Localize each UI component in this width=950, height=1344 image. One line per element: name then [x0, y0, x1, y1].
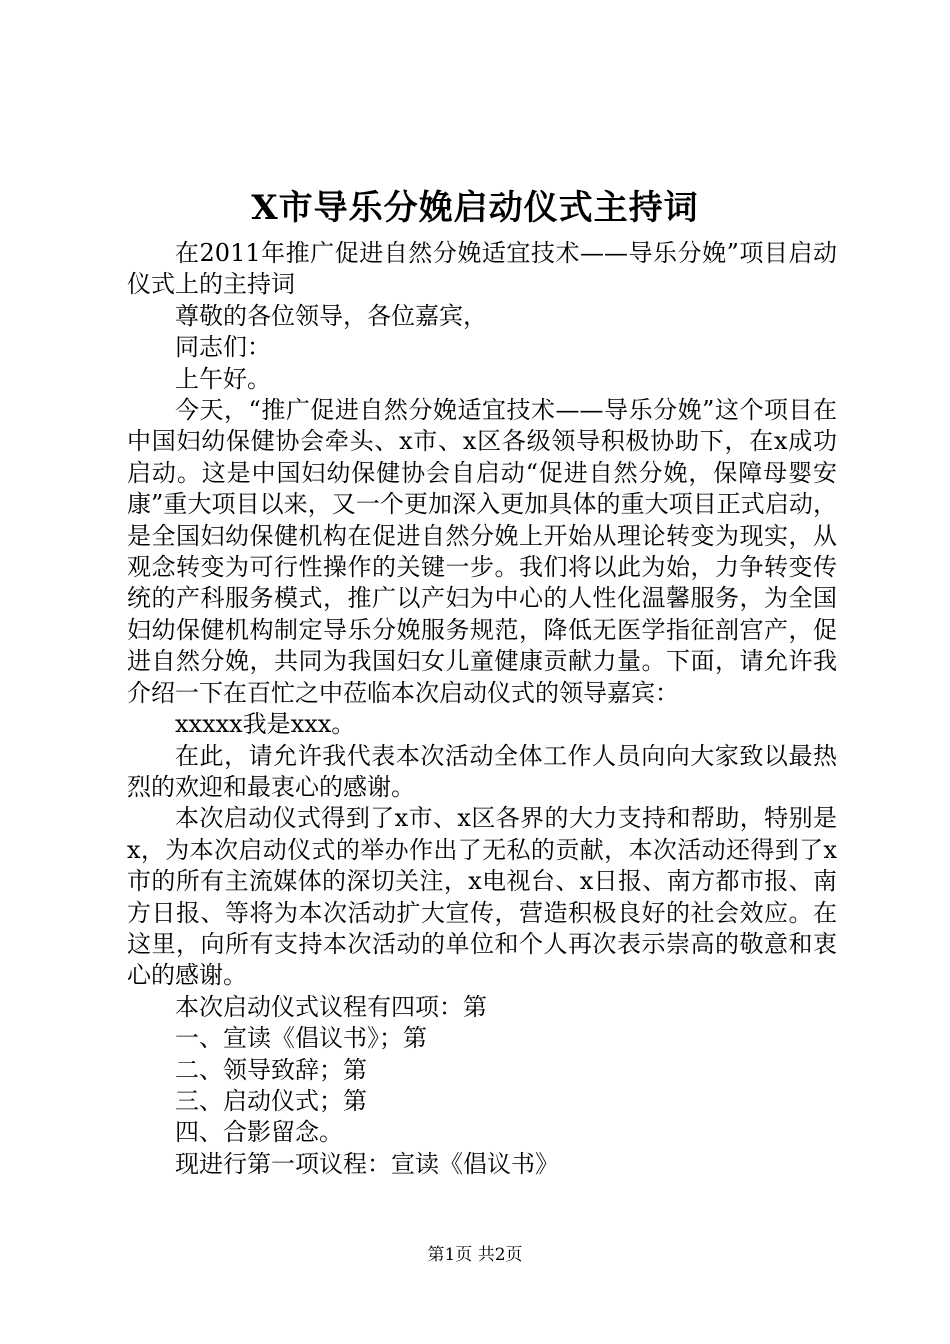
- agenda-item-1: 一、宣读《倡议书》；第: [175, 1024, 427, 1053]
- paragraph-subtitle: 在2011年推广促进自然分娩适宜技术——导乐分娩”项目启动仪式上的主持词: [127, 239, 837, 299]
- agenda-item-4: 四、合影留念。: [175, 1118, 343, 1147]
- agenda-item-3: 三、启动仪式；第: [175, 1086, 367, 1115]
- document-title: X市导乐分娩启动仪式主持词: [251, 188, 699, 228]
- paragraph-introduction: 今天，“推广促进自然分娩适宜技术——导乐分娩”这个项目在中国妇幼保健协会牵头、x市、x区各级领导积极协助下，在x成功启动。这是中国妇幼保健协会自启动“促进自然分娩，保障母婴安康”重大项目以来，又一个更加深入更加具体的重大项目正式启动，是全国妇幼保健机构在促进自然分娩上开始从理论转变为现实，从观念转变为可行性操作的关键一步。我们将以此为始，力争转变传统的产科服务模式，推广以产妇为中心的人性化温馨服务，为全国妇幼保健机构制定导乐分娩服务规范，降低无医学指征剖宫产，促进自然分娩，共同为我国妇女儿童健康贡献力量。下面，请允许我介绍一下在百忙之中莅临本次启动仪式的领导嘉宾：: [127, 396, 837, 707]
- paragraph-salutation: 尊敬的各位领导，各位嘉宾，: [175, 301, 487, 330]
- agenda-first-item: 现进行第一项议程：宣读《倡议书》: [175, 1149, 559, 1178]
- document-body: [127, 238, 837, 1180]
- page-number-footer: 第1页 共2页: [427, 1245, 523, 1265]
- agenda-intro: 本次启动仪式议程有四项：第: [175, 992, 487, 1021]
- paragraph-welcome: 在此，请允许我代表本次活动全体工作人员向向大家致以最热烈的欢迎和最衷心的感谢。: [127, 741, 837, 801]
- agenda-item-2: 二、领导致辞；第: [175, 1055, 367, 1084]
- paragraph-comrades: 同志们：: [175, 333, 271, 362]
- paragraph-thanks: 本次启动仪式得到了x市、x区各界的大力支持和帮助，特别是x，为本次启动仪式的举办作出了无私的贡献，本次活动还得到了x市的所有主流媒体的深切关注，x电视台、x日报、南方都市报、南方日报、等将为本次活动扩大宣传，营造积极良好的社会效应。在这里，向所有支持本次活动的单位和个人再次表示崇高的敬意和衷心的感谢。: [127, 804, 837, 990]
- paragraph-host-intro: xxxxx我是xxx。: [175, 710, 356, 739]
- paragraph-greeting: 上午好。: [175, 364, 271, 393]
